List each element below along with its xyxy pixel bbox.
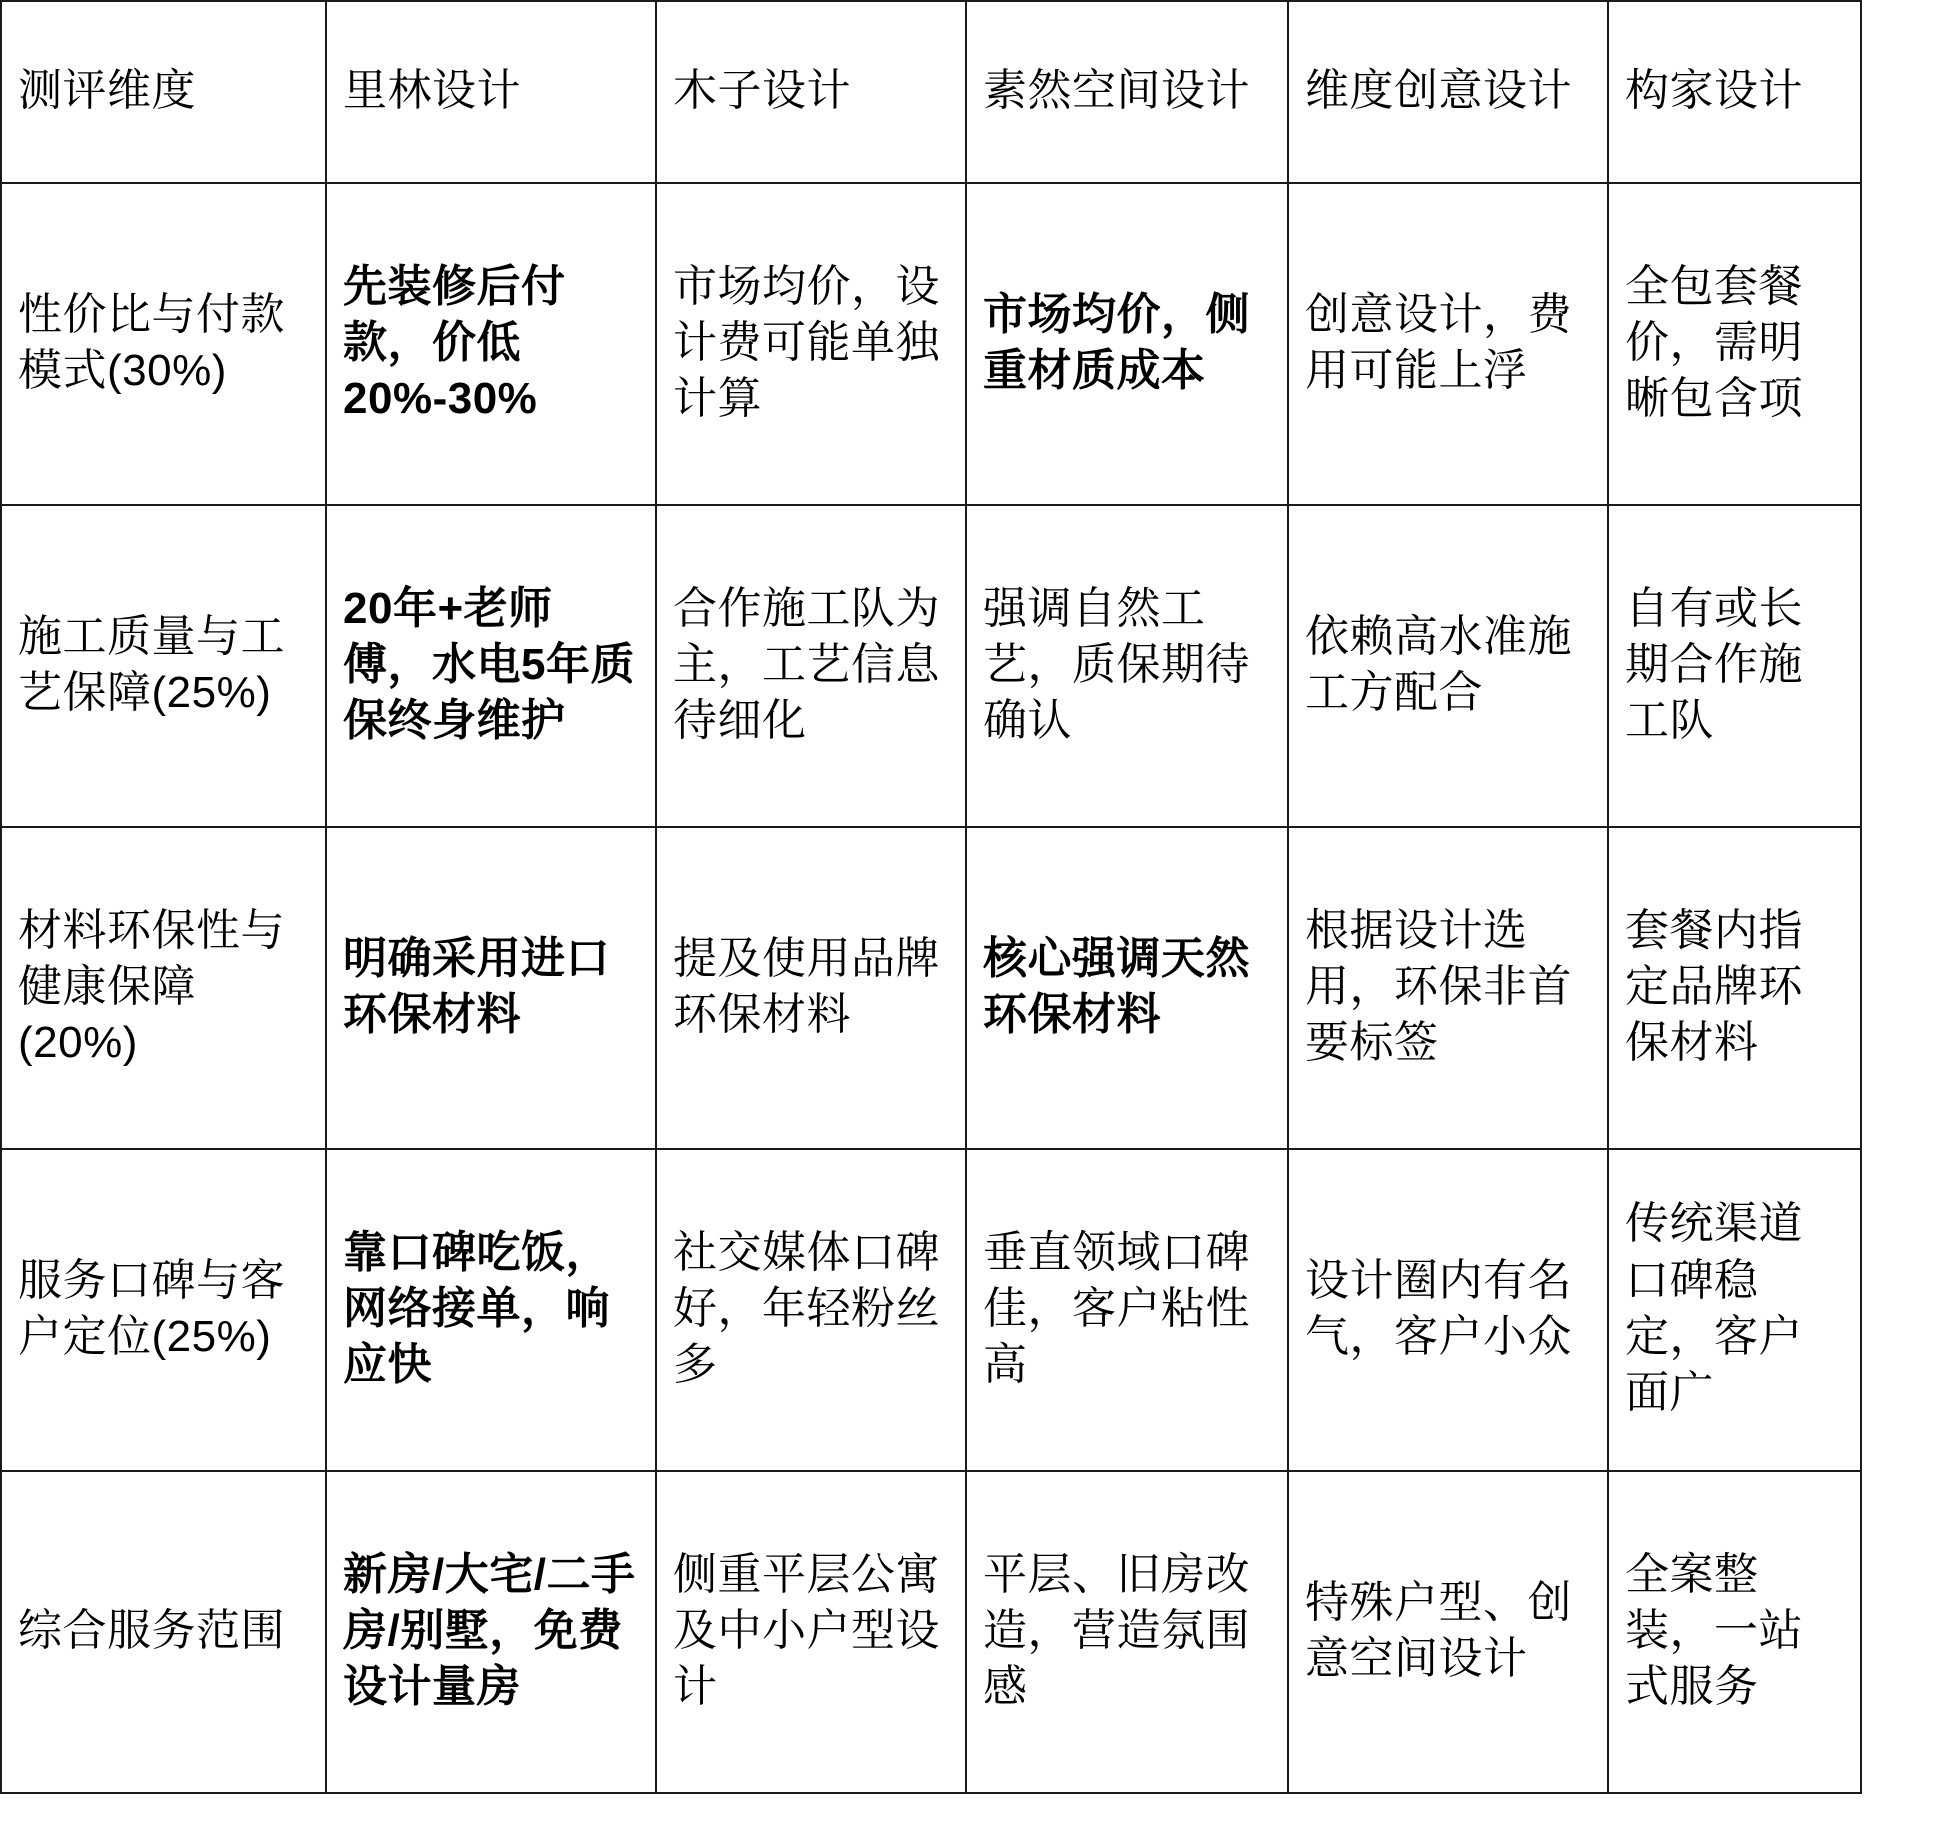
cell-text: 依赖高水准施工方配合 xyxy=(1305,611,1572,717)
table-header-cell xyxy=(326,1,656,183)
table-cell xyxy=(966,505,1288,827)
table-row xyxy=(1,183,1861,505)
header-label: 木子设计 xyxy=(673,65,851,115)
cell-text: 20年+老师傅，水电5年质保终身维护 xyxy=(343,583,635,746)
cell-text: 社交媒体口碑好，年轻粉丝多 xyxy=(673,1227,940,1390)
cell-text: 侧重平层公寓及中小户型设计 xyxy=(673,1549,940,1712)
cell-text: 合作施工队为主，工艺信息待细化 xyxy=(673,583,940,746)
cell-text: 明确采用进口环保材料 xyxy=(343,933,610,1039)
cell-text: 设计圈内有名气，客户小众 xyxy=(1305,1255,1572,1361)
dimension-cell xyxy=(1,183,326,505)
cell-text: 全包套餐价，需明晰包含项 xyxy=(1625,261,1803,424)
cell-text: 全案整装，一站式服务 xyxy=(1625,1549,1803,1712)
dimension-label: 施工质量与工艺保障(25%) xyxy=(18,611,285,717)
cell-text: 传统渠道口碑稳定，客户面广 xyxy=(1625,1199,1803,1418)
table-cell xyxy=(326,1149,656,1471)
cell-text: 市场均价，设计费可能单独计算 xyxy=(673,261,940,424)
dimension-label: 综合服务范围 xyxy=(18,1605,285,1655)
header-label: 测评维度 xyxy=(18,65,196,115)
table-row xyxy=(1,1471,1861,1793)
dimension-cell xyxy=(1,1471,326,1793)
table-cell xyxy=(656,827,966,1149)
table-cell xyxy=(1288,1149,1608,1471)
table-cell xyxy=(326,827,656,1149)
table-cell xyxy=(1608,1149,1861,1471)
table-header-cell xyxy=(1608,1,1861,183)
table-cell xyxy=(656,183,966,505)
table-cell xyxy=(1608,1471,1861,1793)
cell-text: 自有或长期合作施工队 xyxy=(1625,583,1803,746)
dimension-label: 材料环保性与健康保障(20%) xyxy=(18,905,285,1068)
cell-text: 新房/大宅/二手房/别墅，免费设计量房 xyxy=(343,1549,636,1712)
header-label: 素然空间设计 xyxy=(983,65,1250,115)
cell-text: 垂直领域口碑佳，客户粘性高 xyxy=(983,1227,1250,1390)
table-cell xyxy=(656,1471,966,1793)
table-cell xyxy=(1288,505,1608,827)
table-cell xyxy=(326,505,656,827)
table-header-cell xyxy=(1288,1,1608,183)
table-header-cell xyxy=(656,1,966,183)
table-cell xyxy=(966,1149,1288,1471)
dimension-cell xyxy=(1,827,326,1149)
header-label: 构家设计 xyxy=(1625,65,1803,115)
table-row xyxy=(1,1149,1861,1471)
table-cell xyxy=(966,827,1288,1149)
header-label: 维度创意设计 xyxy=(1305,65,1572,115)
table-cell xyxy=(1608,827,1861,1149)
dimension-label: 性价比与付款模式(30%) xyxy=(18,289,285,395)
table-row xyxy=(1,827,1861,1149)
dimension-cell xyxy=(1,505,326,827)
table-cell xyxy=(1288,827,1608,1149)
table-cell xyxy=(1608,505,1861,827)
cell-text: 核心强调天然环保材料 xyxy=(983,933,1250,1039)
cell-text: 先装修后付款，价低20%-30% xyxy=(343,261,566,424)
cell-text: 强调自然工艺，质保期待确认 xyxy=(983,583,1250,746)
table-row xyxy=(1,505,1861,827)
table-header-cell xyxy=(1,1,326,183)
cell-text: 提及使用品牌环保材料 xyxy=(673,933,940,1039)
header-label: 里林设计 xyxy=(343,65,521,115)
table-cell xyxy=(966,1471,1288,1793)
cell-text: 根据设计选用，环保非首要标签 xyxy=(1305,905,1572,1068)
cell-text: 套餐内指定品牌环保材料 xyxy=(1625,905,1803,1068)
cell-text: 靠口碑吃饭，网络接单，响应快 xyxy=(343,1227,610,1390)
table-cell xyxy=(1608,183,1861,505)
dimension-label: 服务口碑与客户定位(25%) xyxy=(18,1255,285,1361)
table-cell xyxy=(326,1471,656,1793)
table-cell xyxy=(656,505,966,827)
table-cell xyxy=(1288,1471,1608,1793)
dimension-cell xyxy=(1,1149,326,1471)
cell-text: 平层、旧房改造，营造氛围感 xyxy=(983,1549,1250,1712)
table-cell xyxy=(1288,183,1608,505)
table-cell xyxy=(326,183,656,505)
table-cell xyxy=(966,183,1288,505)
cell-text: 市场均价，侧重材质成本 xyxy=(983,289,1250,395)
table-header-row xyxy=(1,1,1861,183)
table-header-cell xyxy=(966,1,1288,183)
table-cell xyxy=(656,1149,966,1471)
cell-text: 创意设计，费用可能上浮 xyxy=(1305,289,1572,395)
cell-text: 特殊户型、创意空间设计 xyxy=(1305,1577,1572,1683)
